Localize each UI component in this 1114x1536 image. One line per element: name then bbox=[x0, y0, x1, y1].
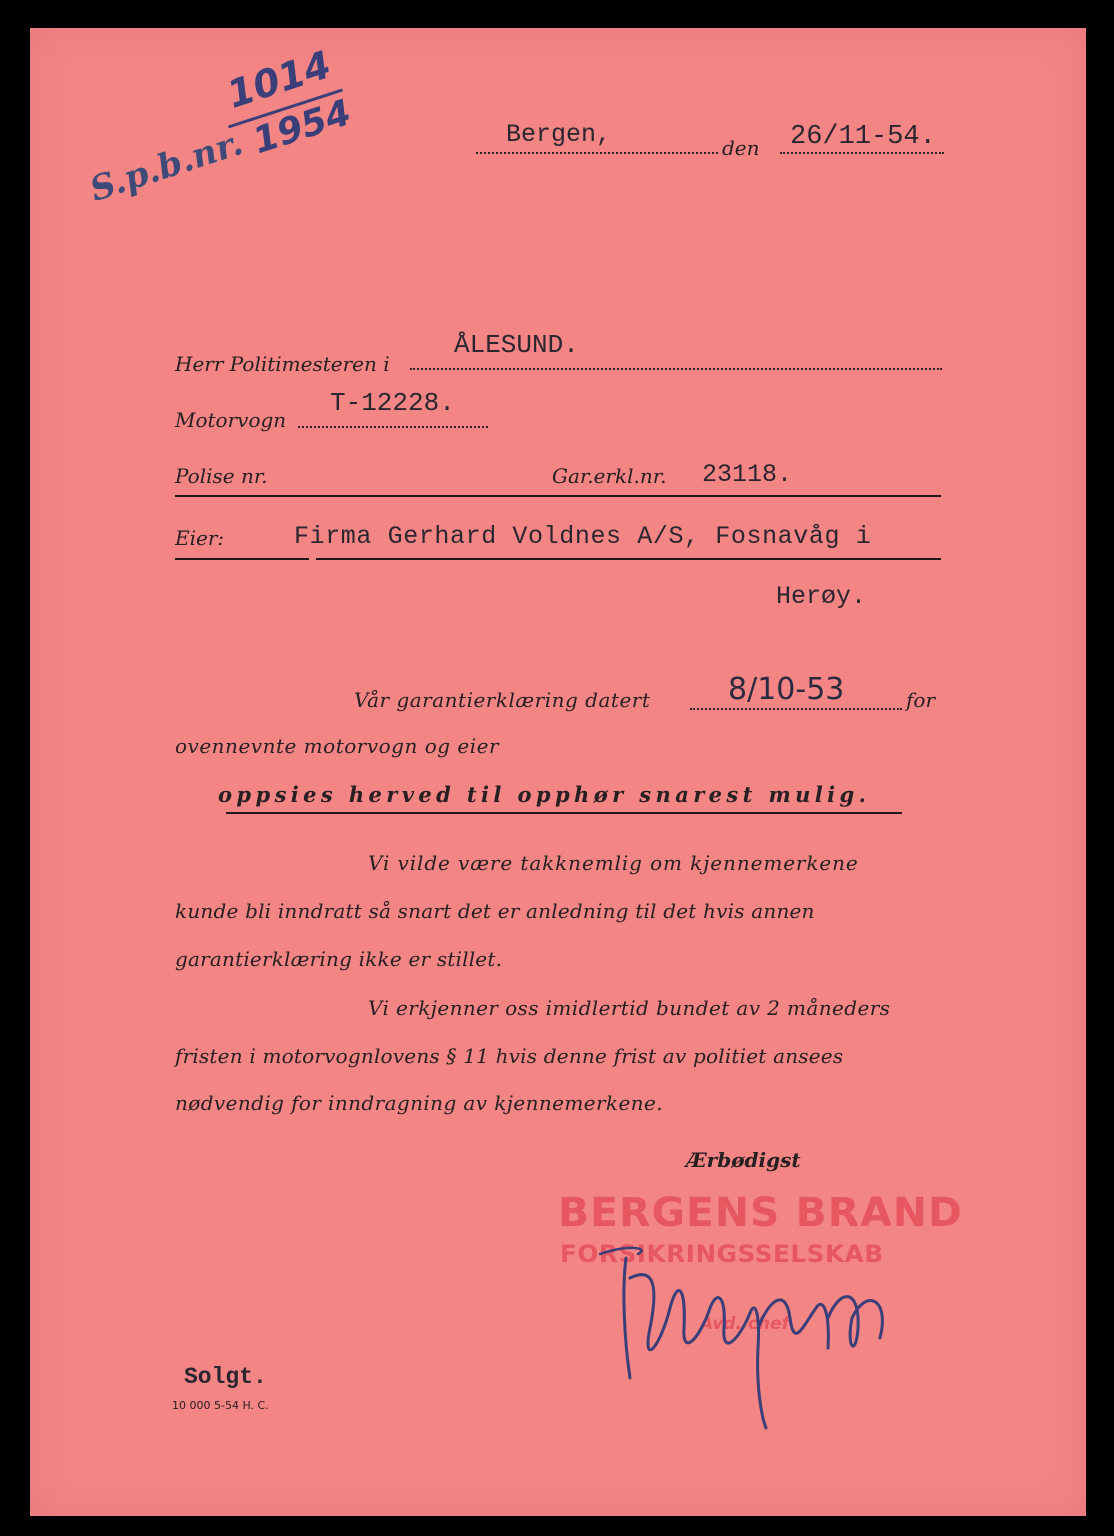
vehicle-dotted-line bbox=[298, 426, 488, 428]
owner-rule-left bbox=[175, 558, 309, 560]
document-page bbox=[30, 28, 1086, 1516]
city: Bergen, bbox=[506, 120, 612, 149]
spb-number: 1014 bbox=[221, 42, 337, 117]
spb-year: 1954 bbox=[248, 92, 357, 163]
para1-line2: ovennevnte motorvogn og eier bbox=[175, 734, 500, 758]
signature bbox=[590, 1218, 920, 1438]
guarantee-value: 23118. bbox=[702, 460, 793, 489]
para1-date: 8/10-53 bbox=[728, 672, 845, 707]
owner-rule-right bbox=[316, 558, 941, 560]
guarantee-label: Gar.erkl.nr. bbox=[552, 464, 667, 488]
recipient-label: Herr Politimesteren i bbox=[175, 352, 390, 376]
para1-lead: Vår garantierklæring datert bbox=[354, 688, 651, 712]
stamp-line3: Avd. chef bbox=[700, 1314, 789, 1334]
print-code: 10 000 5-54 H. C. bbox=[172, 1399, 269, 1412]
owner-value-line1: Firma Gerhard Voldnes A/S, Fosnavåg i bbox=[294, 522, 872, 551]
salutation: Ærbødigst bbox=[686, 1148, 801, 1172]
spb-reference bbox=[67, 22, 396, 248]
para2-line2: kunde bli inndratt så snart det er anledning til det hvis annen bbox=[175, 899, 815, 923]
para3-line1: Vi erkjenner oss imidlertid bundet av 2 måneders bbox=[368, 996, 891, 1020]
policy-label: Polise nr. bbox=[175, 464, 268, 488]
date-dotted-line bbox=[780, 152, 944, 154]
owner-value-line2: Herøy. bbox=[776, 582, 867, 611]
den-label: den bbox=[722, 136, 760, 160]
city-dotted-line bbox=[476, 152, 718, 154]
spb-label: S.p.b.nr. bbox=[85, 123, 248, 210]
vehicle-value: T-12228. bbox=[330, 388, 455, 418]
recipient-value: ÅLESUND. bbox=[454, 330, 579, 360]
vehicle-label: Motorvogn bbox=[175, 408, 287, 432]
footer-note: Solgt. bbox=[184, 1364, 267, 1390]
para2-line3: garantierklæring ikke er stillet. bbox=[175, 947, 503, 971]
para1-for: for bbox=[906, 688, 936, 712]
stamp-line1: BERGENS BRAND bbox=[558, 1190, 963, 1236]
para3-line2: fristen i motorvognlovens § 11 hvis denne frist av politiet ansees bbox=[175, 1044, 844, 1068]
stamp-line2: FORSIKRINGSSELSKAB bbox=[560, 1240, 884, 1268]
recipient-dotted-line bbox=[410, 368, 942, 370]
letter-date: 26/11-54. bbox=[790, 122, 936, 152]
para3-line3: nødvendig for inndragning av kjennemerkene. bbox=[175, 1091, 663, 1115]
cancellation-notice: oppsies herved til opphør snarest mulig. bbox=[218, 782, 871, 807]
cancellation-rule bbox=[226, 812, 902, 814]
owner-label: Eier: bbox=[175, 526, 225, 550]
policy-rule bbox=[175, 495, 941, 497]
para1-dotted-line bbox=[690, 708, 902, 710]
para2-line1: Vi vilde være takknemlig om kjennemerkene bbox=[368, 851, 859, 875]
